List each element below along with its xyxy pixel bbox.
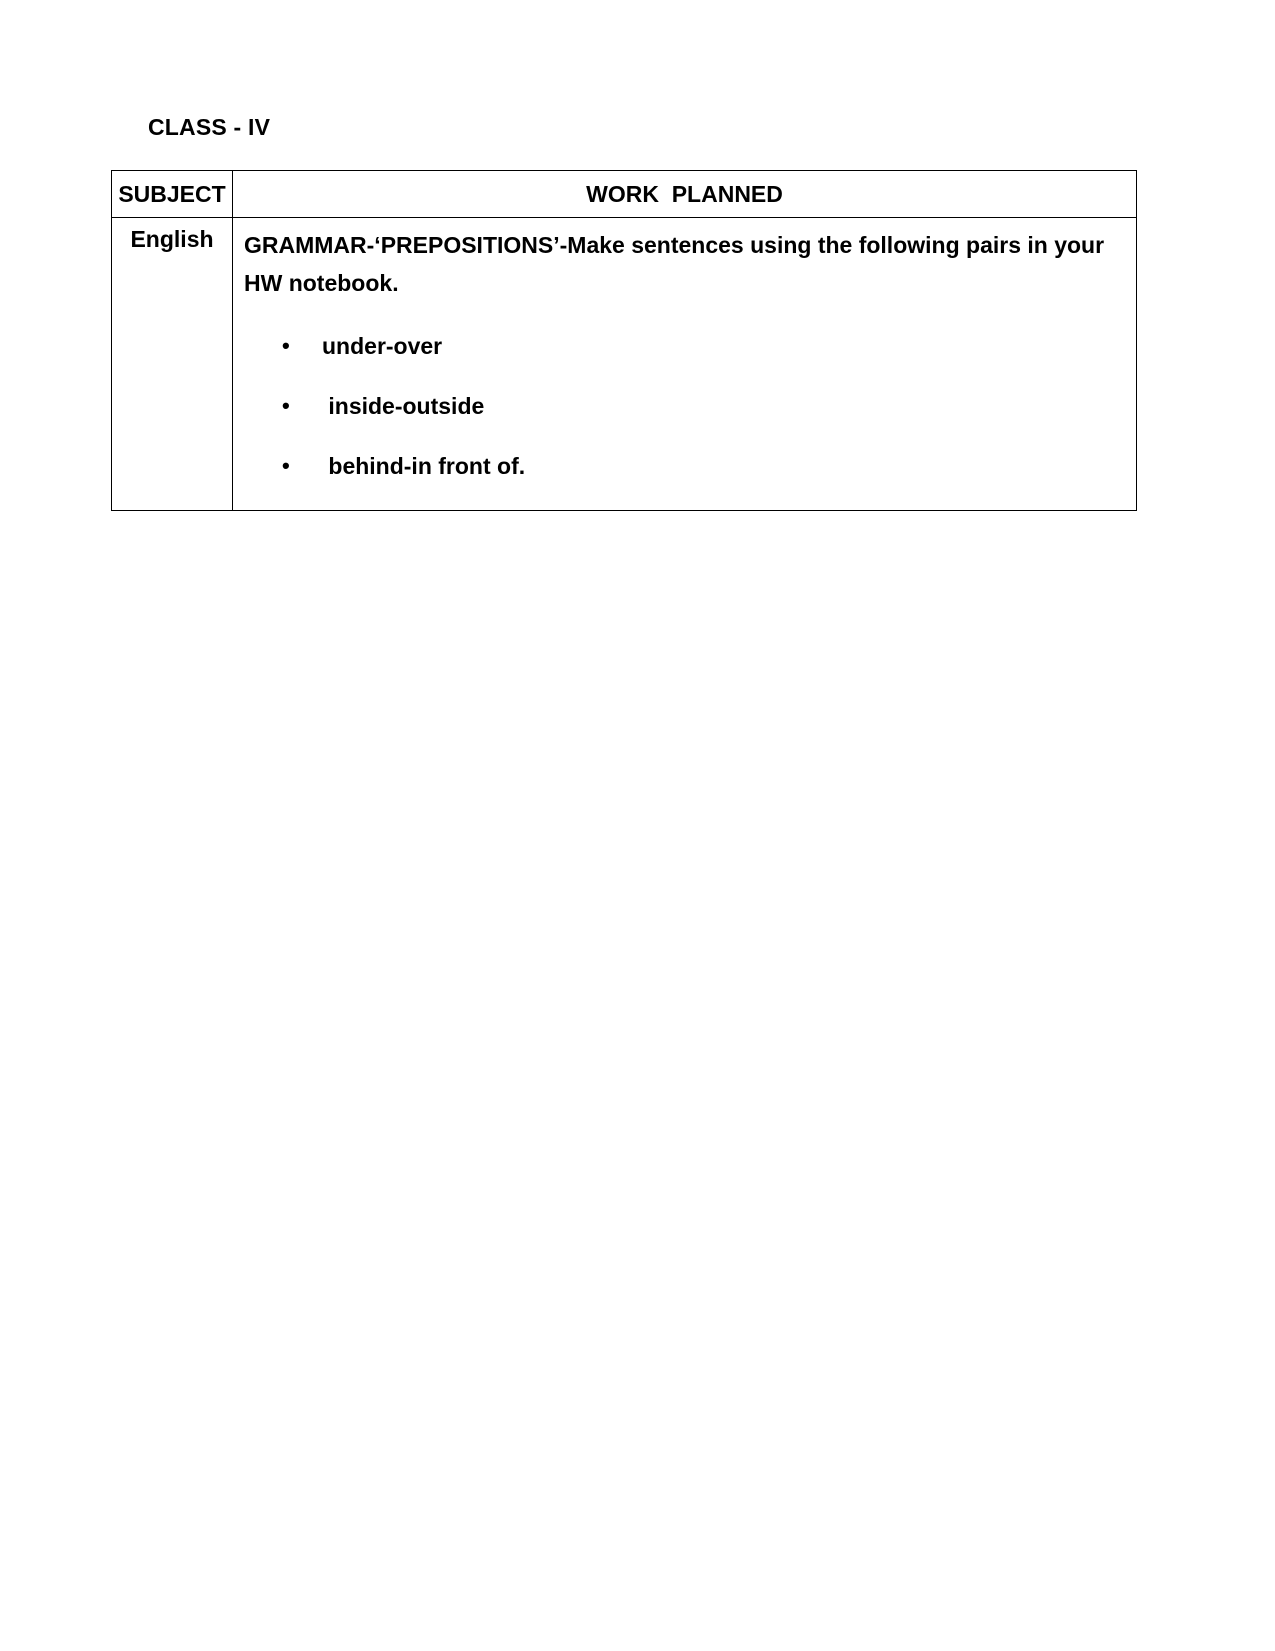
work-cell bbox=[233, 218, 1137, 511]
list-item bbox=[244, 376, 1126, 436]
table-header-row bbox=[112, 171, 1137, 218]
work-intro: GRAMMAR-‘PREPOSITIONS’-Make sentences using the following pairs in your HW notebook. bbox=[244, 232, 1105, 296]
list-item bbox=[244, 316, 1126, 376]
list-item-text: inside-outside bbox=[322, 392, 485, 419]
class-heading: CLASS - IV bbox=[148, 114, 271, 140]
bullet-icon: • bbox=[282, 453, 290, 478]
list-item bbox=[244, 436, 1126, 496]
bullet-icon: • bbox=[282, 393, 290, 418]
list-item-text: behind-in front of. bbox=[322, 452, 526, 479]
list-item-text: under-over bbox=[322, 332, 443, 359]
header-subject: SUBJECT bbox=[112, 171, 233, 218]
work-plan-table bbox=[111, 170, 1137, 511]
table-row bbox=[112, 218, 1137, 511]
header-work-planned: WORK PLANNED bbox=[233, 171, 1137, 218]
subject-cell: English bbox=[112, 218, 233, 511]
bullet-icon: • bbox=[282, 333, 290, 358]
bullet-list bbox=[244, 316, 1126, 496]
